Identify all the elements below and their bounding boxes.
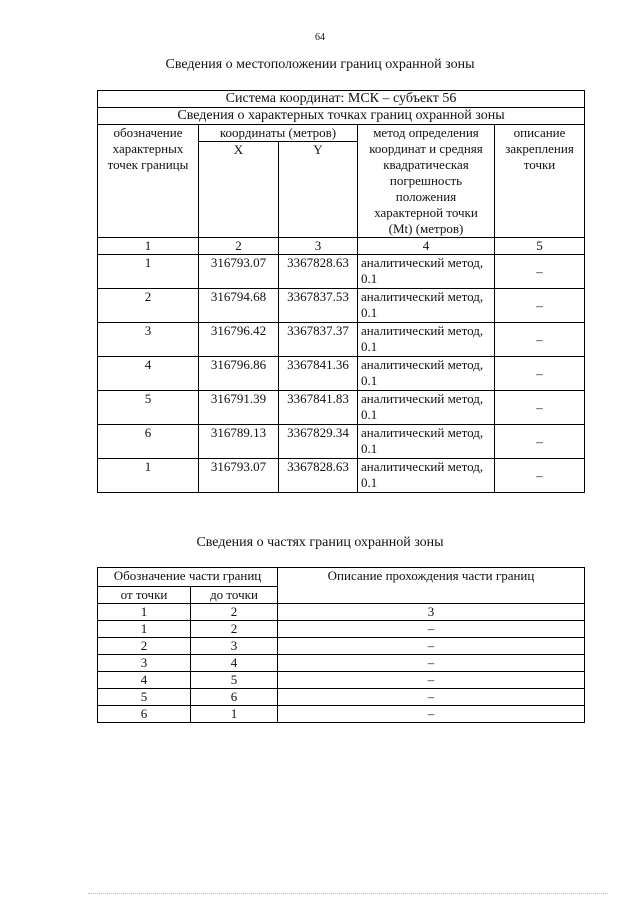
- to-point: 4: [191, 655, 278, 672]
- coord-x: 316796.42: [199, 323, 279, 357]
- point-id: 1: [98, 255, 199, 289]
- header-row: [98, 125, 585, 142]
- to-point: 1: [191, 706, 278, 723]
- parts-header-row: [98, 568, 585, 587]
- coord-y: 3367828.63: [279, 255, 358, 289]
- header-fixing: описание закрепления точки: [495, 125, 585, 238]
- coordinate-system-row: [98, 91, 585, 108]
- fixing: –: [495, 357, 585, 391]
- coord-x: 316793.07: [199, 459, 279, 493]
- point-id: 3: [98, 323, 199, 357]
- table-row: [98, 289, 585, 323]
- table-row: [98, 255, 585, 289]
- coord-y: 3367828.63: [279, 459, 358, 493]
- coord-x: 316793.07: [199, 255, 279, 289]
- table-subtitle: Сведения о характерных точках границ охранной зоны: [98, 108, 585, 125]
- boundary-points-table: [97, 90, 585, 493]
- header-coordinates: координаты (метров): [199, 125, 358, 142]
- from-point: 1: [98, 621, 191, 638]
- table-subtitle-row: [98, 108, 585, 125]
- method: аналитический метод, 0.1: [358, 459, 495, 493]
- table-row: [98, 638, 585, 655]
- col-number: 3: [279, 238, 358, 255]
- table-row: [98, 459, 585, 493]
- fixing: –: [495, 425, 585, 459]
- table-row: [98, 357, 585, 391]
- table-row: [98, 706, 585, 723]
- coord-x: 316791.39: [199, 391, 279, 425]
- column-numbers-row: [98, 238, 585, 255]
- coord-x: 316796.86: [199, 357, 279, 391]
- parts-section-title: Сведения о частях границ охранной зоны: [196, 535, 444, 550]
- point-id: 4: [98, 357, 199, 391]
- header-from: от точки: [98, 587, 191, 604]
- points-section-title: Сведения о местоположении границ охранной зоны: [165, 57, 475, 72]
- from-point: 3: [98, 655, 191, 672]
- method: аналитический метод, 0.1: [358, 289, 495, 323]
- fixing: –: [495, 323, 585, 357]
- header-x: X: [199, 142, 279, 238]
- method: аналитический метод, 0.1: [358, 425, 495, 459]
- coord-y: 3367837.37: [279, 323, 358, 357]
- part-description: –: [278, 689, 585, 706]
- part-description: –: [278, 638, 585, 655]
- coord-y: 3367837.53: [279, 289, 358, 323]
- to-point: 5: [191, 672, 278, 689]
- fixing: –: [495, 391, 585, 425]
- header-part: Обозначение части границ: [98, 568, 278, 587]
- point-id: 6: [98, 425, 199, 459]
- from-point: 4: [98, 672, 191, 689]
- header-y: Y: [279, 142, 358, 238]
- scan-artifact-line: [88, 893, 608, 896]
- method: аналитический метод, 0.1: [358, 255, 495, 289]
- part-description: –: [278, 706, 585, 723]
- method: аналитический метод, 0.1: [358, 323, 495, 357]
- to-point: 6: [191, 689, 278, 706]
- header-method: метод определения координат и средняя квадратическая погрешность положения характерной точки (Mt) (метров): [358, 125, 495, 238]
- fixing: –: [495, 255, 585, 289]
- table-row: [98, 323, 585, 357]
- table-row: [98, 391, 585, 425]
- coord-y: 3367829.34: [279, 425, 358, 459]
- point-id: 1: [98, 459, 199, 493]
- fixing: –: [495, 459, 585, 493]
- fixing: –: [495, 289, 585, 323]
- header-to: до точки: [191, 587, 278, 604]
- to-point: 2: [191, 621, 278, 638]
- point-id: 5: [98, 391, 199, 425]
- from-point: 6: [98, 706, 191, 723]
- part-description: –: [278, 655, 585, 672]
- coord-y: 3367841.83: [279, 391, 358, 425]
- coord-x: 316789.13: [199, 425, 279, 459]
- boundary-parts-table: [97, 567, 585, 723]
- table-row: [98, 672, 585, 689]
- from-point: 2: [98, 638, 191, 655]
- col-number: 1: [98, 238, 199, 255]
- col-number: 2: [191, 604, 278, 621]
- col-number: 5: [495, 238, 585, 255]
- method: аналитический метод, 0.1: [358, 391, 495, 425]
- point-id: 2: [98, 289, 199, 323]
- table-row: [98, 689, 585, 706]
- col-number: 3: [278, 604, 585, 621]
- table-row: [98, 655, 585, 672]
- method: аналитический метод, 0.1: [358, 357, 495, 391]
- coord-y: 3367841.36: [279, 357, 358, 391]
- from-point: 5: [98, 689, 191, 706]
- table-row: [98, 621, 585, 638]
- col-number: 2: [199, 238, 279, 255]
- header-designation: обозначение характерных точек границы: [98, 125, 199, 238]
- page-number: 64: [315, 32, 325, 43]
- part-description: –: [278, 621, 585, 638]
- coord-x: 316794.68: [199, 289, 279, 323]
- table-row: [98, 425, 585, 459]
- coordinate-system: Система координат: МСК – субъект 56: [98, 91, 585, 108]
- to-point: 3: [191, 638, 278, 655]
- header-description: Описание прохождения части границ: [278, 568, 585, 604]
- col-number: 1: [98, 604, 191, 621]
- part-description: –: [278, 672, 585, 689]
- parts-column-numbers-row: [98, 604, 585, 621]
- col-number: 4: [358, 238, 495, 255]
